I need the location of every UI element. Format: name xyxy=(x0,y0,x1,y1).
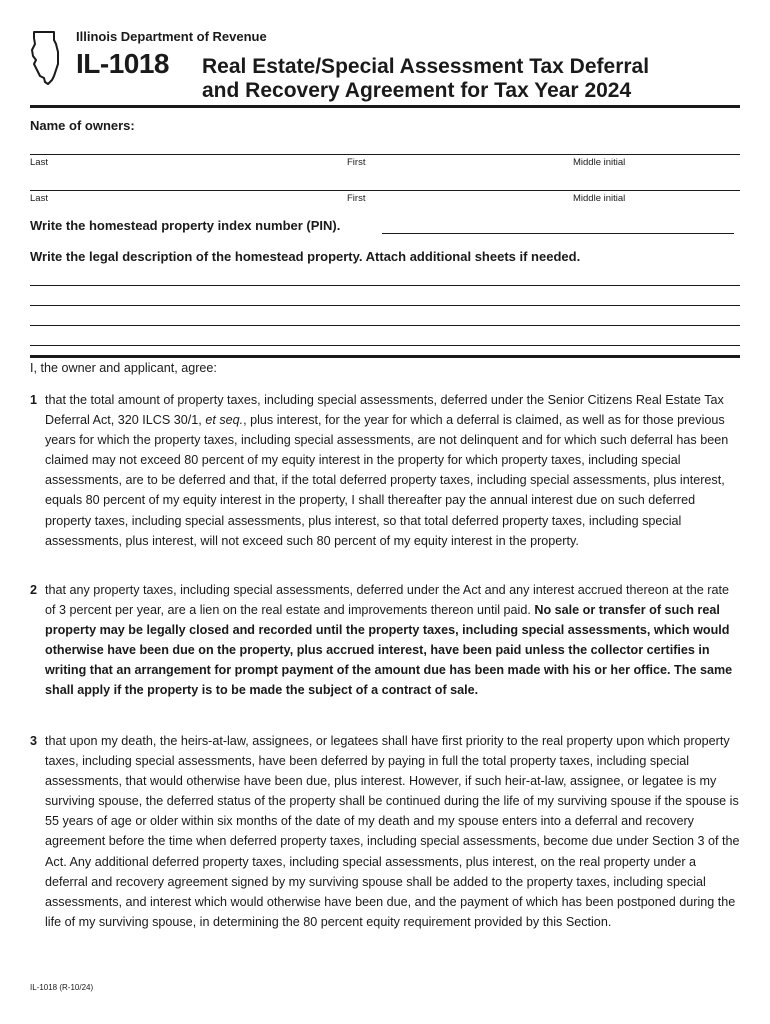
item-1-text-italic: et seq. xyxy=(205,413,244,428)
item-1-text xyxy=(45,390,742,551)
form-number: IL-1018 xyxy=(76,48,169,79)
owner1-last-label: Last xyxy=(30,157,48,168)
form-title-line1: Real Estate/Special Assessment Tax Deferral xyxy=(202,55,650,78)
department-name: Illinois Department of Revenue xyxy=(76,29,267,44)
owner2-name-field[interactable] xyxy=(30,190,740,191)
item-2-text xyxy=(45,580,742,701)
agreement-item-1 xyxy=(30,390,742,551)
legal-description-line-1[interactable] xyxy=(30,285,740,286)
header-divider xyxy=(30,105,740,108)
owner1-first-label: First xyxy=(347,157,366,168)
item-2-text-plain: that any property taxes, including special assessments, deferred under the Act and any interest accrued thereon at the rate of 3 percent per year, are a lien on the real estate and improvements thereon until paid. xyxy=(45,583,729,618)
agreement-item-3 xyxy=(30,731,742,932)
item-1-number: 1 xyxy=(30,393,38,407)
form-revision-code: IL-1018 (R-10/24) xyxy=(30,983,94,992)
pin-label: Write the homestead property index number (PIN). xyxy=(30,218,341,233)
item-2-number: 2 xyxy=(30,583,38,597)
legal-description-line-3[interactable] xyxy=(30,325,740,326)
illinois-state-icon xyxy=(30,30,62,86)
owner1-middle-label: Middle initial xyxy=(573,157,626,168)
pin-field[interactable] xyxy=(382,233,734,234)
item-2-text-bold: No sale or transfer of such real property may be legally closed and recorded until the property taxes, including special assessments, which would otherwise have been due on the property, plus accrued interest, have been paid unless the collector certifies in writing that an arrangement for prompt payment of the amount due has been made with his or her office. The same shall apply if the property is to be made the subject of a contract of sale. xyxy=(45,603,733,698)
owner1-name-field[interactable] xyxy=(30,154,740,155)
legal-description-line-2[interactable] xyxy=(30,305,740,306)
owner2-last-label: Last xyxy=(30,193,48,204)
item-1-text-b: , plus interest, for the year for which a deferral is claimed, as well as for those previous years for which the property taxes, including special assessments, are not delinquent and for which such deferral has been claimed may not exceed 80 percent of my equity interest in the property for which property taxes, including special assessments, are to be deferred and that, if the total deferred property taxes, including special assessments, plus interest, equals 80 percent of my equity interest in the property, I shall thereafter pay the annual interest due on such deferred property taxes, including special assessments, plus interest, so that total deferred property taxes, including special assessments, plus interest, will not exceed such 80 percent of my equity interest in the property. xyxy=(45,413,729,548)
agreement-item-2 xyxy=(30,580,742,701)
owners-label: Name of owners: xyxy=(30,118,135,133)
item-3-text: that upon my death, the heirs-at-law, assignees, or legatees shall have first priority to the real property upon which property taxes, including special assessments, have been deferred by paying in full the total property taxes, including special assessments, that would otherwise have been due, plus interest. However, if such heir-at-law, assignee, or legatee is my surviving spouse, the deferred status of the property shall be continued during the life of my surviving spouse if the spouse is 55 years of age or older within six months of the date of my death and my spouse enters into a deferral and recovery agreement before the time when deferred property taxes, including special assessments, become due under Section 3 of the Act. Any additional deferred property taxes, including special assessments, plus interest, on the real property under a deferral and recovery agreement signed by my surviving spouse shall be added to the property taxes, including special assessments, and interest which would otherwise have been due, and the payment of which has been postponed during the life of my surviving spouse, in determining the 80 percent equity requirement provided by this Section. xyxy=(45,734,740,929)
agreement-intro: I, the owner and applicant, agree: xyxy=(30,361,217,375)
item-3-number: 3 xyxy=(30,734,38,748)
owner2-first-label: First xyxy=(347,193,366,204)
owner2-middle-label: Middle initial xyxy=(573,193,626,204)
legal-description-label: Write the legal description of the homestead property. Attach additional sheets if needed. xyxy=(30,249,581,264)
form-title-line2: and Recovery Agreement for Tax Year 2024 xyxy=(202,79,632,102)
item-1-text-a: that the total amount of property taxes, including special assessments, deferred under the Senior Citizens Real Estate Tax Deferral Act, 320 ILCS 30/1, xyxy=(45,393,724,428)
legal-description-line-4[interactable] xyxy=(30,345,740,346)
